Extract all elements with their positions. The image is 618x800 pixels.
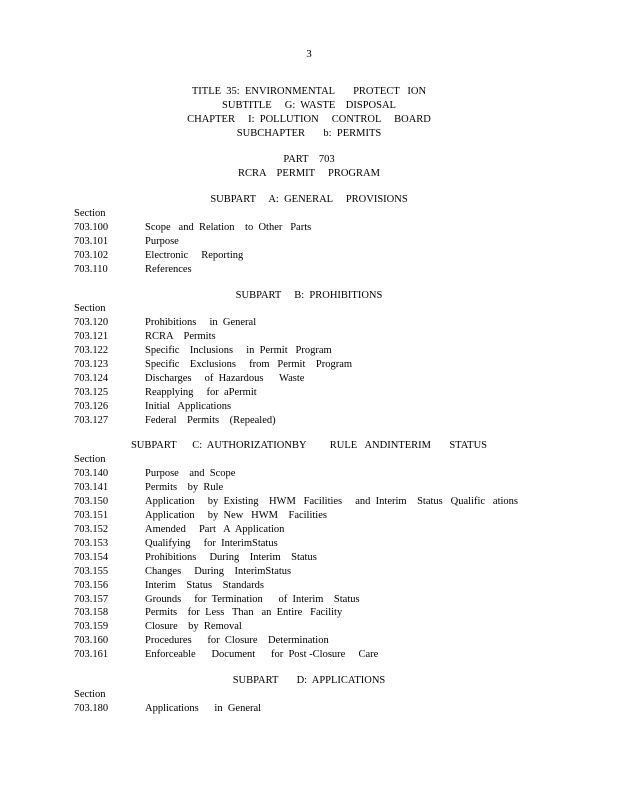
section-title: Procedures for Closure Determination (145, 635, 329, 646)
toc-row (74, 249, 243, 263)
part-number: PART 703 (283, 154, 335, 165)
subpart-heading: SUBPART D: APPLICATIONS (232, 675, 386, 686)
section-number: 703.140 (74, 468, 109, 479)
toc-row (74, 372, 304, 386)
section-number: 703.122 (74, 345, 109, 356)
toc-row (74, 330, 216, 344)
section-number: 703.153 (74, 538, 109, 549)
section-title: Prohibitions During Interim Status (145, 552, 317, 563)
section-number: 703.151 (74, 510, 109, 521)
toc-row (74, 316, 256, 330)
section-number: 703.156 (74, 580, 109, 591)
subtitle-heading: SUBTITLE G: WASTE DISPOSAL (222, 100, 396, 111)
section-label: Section (74, 303, 106, 314)
toc-row (74, 263, 192, 277)
section-title: Grounds for Termination of Interim Status (145, 594, 360, 605)
section-label: Section (74, 208, 106, 219)
toc-row (74, 537, 278, 551)
section-number: 703.155 (74, 566, 109, 577)
section-label: Section (74, 689, 106, 700)
toc-row (74, 221, 311, 235)
section-title: Interim Status Standards (145, 580, 264, 591)
subpart-heading: SUBPART A: GENERAL PROVISIONS (210, 194, 408, 205)
toc-row (74, 235, 179, 249)
title-heading: TITLE 35: ENVIRONMENTAL PROTECT ION (191, 86, 427, 97)
toc-row (74, 386, 257, 400)
toc-row (74, 648, 378, 662)
section-number: 703.100 (74, 222, 109, 233)
section-number: 703.123 (74, 359, 109, 370)
chapter-heading: CHAPTER I: POLLUTION CONTROL BOARD (187, 114, 431, 125)
toc-row (74, 481, 223, 495)
section-title: Closure by Removal (145, 621, 242, 632)
section-number: 703.160 (74, 635, 109, 646)
toc-row (74, 606, 342, 620)
toc-row (74, 400, 231, 414)
section-title: RCRA Permits (145, 331, 216, 342)
toc-row (74, 509, 327, 523)
part-name: RCRA PERMIT PROGRAM (238, 168, 380, 179)
section-title: Application by Existing HWM Facilities and Interim Status Qualific ations (145, 496, 518, 507)
section-title: Amended Part A Application (145, 524, 285, 535)
subchapter-heading: SUBCHAPTER b: PERMITS (236, 128, 382, 139)
toc-row (74, 702, 261, 716)
section-number: 703.120 (74, 317, 109, 328)
section-number: 703.126 (74, 401, 109, 412)
section-title: Initial Applications (145, 401, 232, 412)
section-number: 703.125 (74, 387, 109, 398)
section-number: 703.101 (74, 236, 109, 247)
section-number: 703.121 (74, 331, 109, 342)
section-number: 703.110 (74, 264, 108, 275)
toc-row (74, 344, 332, 358)
section-title: Applications in General (145, 703, 262, 714)
section-number: 703.157 (74, 594, 109, 605)
section-number: 703.127 (74, 415, 109, 426)
section-number: 703.152 (74, 524, 109, 535)
section-title: Prohibitions in General (145, 317, 257, 328)
section-title: Specific Exclusions from Permit Program (145, 359, 353, 370)
toc-row (74, 620, 242, 634)
section-title: References (145, 264, 192, 275)
section-title: Scope and Relation to Other Parts (145, 222, 312, 233)
toc-row (74, 551, 317, 565)
toc-row (74, 495, 518, 509)
section-number: 703.141 (74, 482, 109, 493)
section-number: 703.102 (74, 250, 109, 261)
section-title: Enforceable Document for Post -Closure Care (145, 649, 379, 660)
toc-row (74, 358, 352, 372)
toc-row (74, 523, 284, 537)
section-number: 703.158 (74, 607, 109, 618)
subpart-heading: SUBPART B: PROHIBITIONS (235, 290, 383, 301)
section-number: 703.150 (74, 496, 109, 507)
section-number: 703.124 (74, 373, 109, 384)
toc-row (74, 579, 264, 593)
section-title: Electronic Reporting (145, 250, 244, 261)
section-title: Reapplying for aPermit (145, 387, 257, 398)
toc-row (74, 634, 329, 648)
section-title: Purpose and Scope (145, 468, 236, 479)
section-title: Permits by Rule (145, 482, 224, 493)
section-title: Changes During InterimStatus (145, 566, 292, 577)
page-number: 3 (306, 48, 312, 60)
toc-row (74, 414, 276, 428)
section-label: Section (74, 454, 106, 465)
toc-row (74, 593, 360, 607)
section-title: Federal Permits (Repealed) (145, 415, 276, 426)
section-number: 703.154 (74, 552, 109, 563)
section-title: Application by New HWM Facilities (145, 510, 327, 521)
section-title: Discharges of Hazardous Waste (145, 373, 305, 384)
subpart-heading: SUBPART C: AUTHORIZATIONBY RULE ANDINTERIM STATUS (130, 440, 488, 451)
section-title: Specific Inclusions in Permit Program (145, 345, 332, 356)
section-number: 703.159 (74, 621, 109, 632)
toc-row (74, 565, 291, 579)
section-number: 703.180 (74, 703, 109, 714)
section-title: Permits for Less Than an Entire Facility (145, 607, 343, 618)
section-title: Qualifying for InterimStatus (145, 538, 278, 549)
section-number: 703.161 (74, 649, 109, 660)
section-title: Purpose (145, 236, 179, 247)
toc-row (74, 467, 235, 481)
